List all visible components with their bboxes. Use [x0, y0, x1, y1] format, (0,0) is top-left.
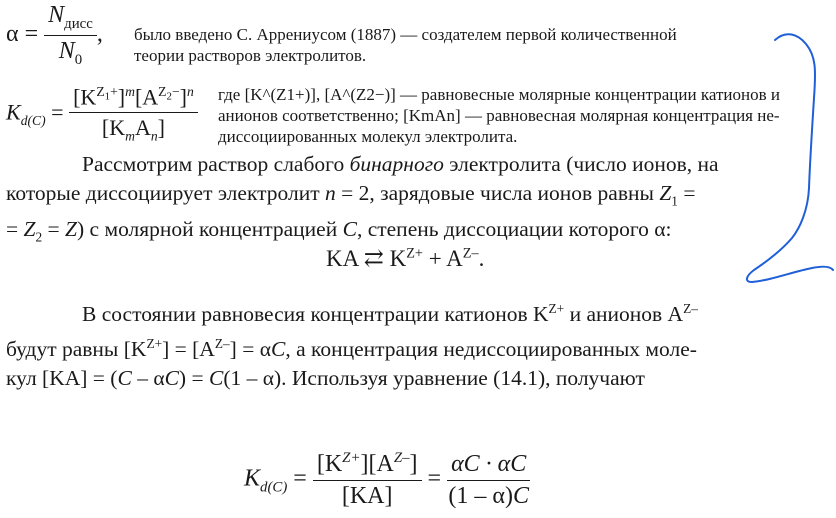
- final-fraction-2-denominator: (1 – α)C: [448, 482, 529, 509]
- paragraph-2-line-3: кул [KA] = (C – αC) = C(1 – α). Используя уравнение (14.1), получают: [6, 366, 645, 391]
- final-lhs: K: [244, 465, 261, 492]
- kd-note-line-2: анионов соответственно; [KmAn] — равновесная молярная концентрация не-: [218, 106, 780, 125]
- final-fraction-1-numerator: $[K^{Z+}][A^{Z-}]$: [313, 450, 422, 481]
- reaction-anion: $A^{Z-}$: [446, 245, 479, 271]
- final-fraction-1-denominator: [KA]: [341, 483, 393, 509]
- reaction-reactant: KA: [326, 246, 358, 271]
- reaction-plus: +: [428, 246, 442, 271]
- final-eq-1: =: [293, 465, 307, 492]
- paragraph-1-line-2: которые диссоциирует электролит n = 2, зарядовые числа ионов равны $Z_1$ =: [6, 181, 696, 209]
- alpha-note-line-1: было введено С. Аррениусом (1887) — создателем первой количественной: [134, 25, 677, 44]
- paragraph-1-line-3: = $Z_2 = Z$) с молярной концентрацией C, степень диссоциации которого α:: [6, 217, 672, 245]
- kd-lhs: K: [6, 99, 21, 125]
- kd-eq: =: [51, 99, 64, 125]
- paragraph-2-line-2: будут равны $[K^{Z+}] = [A^{Z-}] = \alpha C$, а концентрация недиссоциированных моле-: [6, 336, 697, 362]
- equilibrium-arrow-icon: ⇄: [363, 246, 384, 272]
- kd-lhs-sub: d(C): [20, 112, 46, 128]
- reaction-cation: $K^{Z+}$: [389, 245, 423, 271]
- alpha-comma: ,: [96, 20, 103, 47]
- kd-note-line-3: диссоциированных молекул электролита.: [218, 127, 518, 146]
- paragraph-1-line-1: Рассмотрим раствор слабого бинарного электролита (число ионов, на: [82, 152, 719, 176]
- kd-numerator: $[K^{Z_1+}]^m[A^{Z_2-}]^n$: [69, 84, 198, 113]
- alpha-numerator: $N_{дисс}$: [44, 2, 97, 36]
- pen-stroke: [747, 34, 833, 282]
- final-fraction-2-numerator: αC · αC: [447, 451, 530, 481]
- alpha-lhs: α =: [6, 20, 39, 47]
- paragraph-2-line-1: В состоянии равновесия концентрации катионов $K^{Z+}$ и анионов $A^{Z-}$: [82, 301, 698, 327]
- alpha-note-line-2: теории растворов электролитов.: [134, 46, 367, 65]
- alpha-denominator: $N_0$: [58, 37, 83, 68]
- final-eq-2: =: [427, 465, 442, 492]
- kd-note-line-1: где [K^(Z1+)], [A^(Z2−)] — равновесные молярные концентрации катионов и: [218, 85, 780, 104]
- final-lhs-sub: d(C): [260, 479, 288, 496]
- reaction-period: .: [478, 246, 485, 271]
- kd-denominator: $[K_mA_n]$: [101, 115, 165, 144]
